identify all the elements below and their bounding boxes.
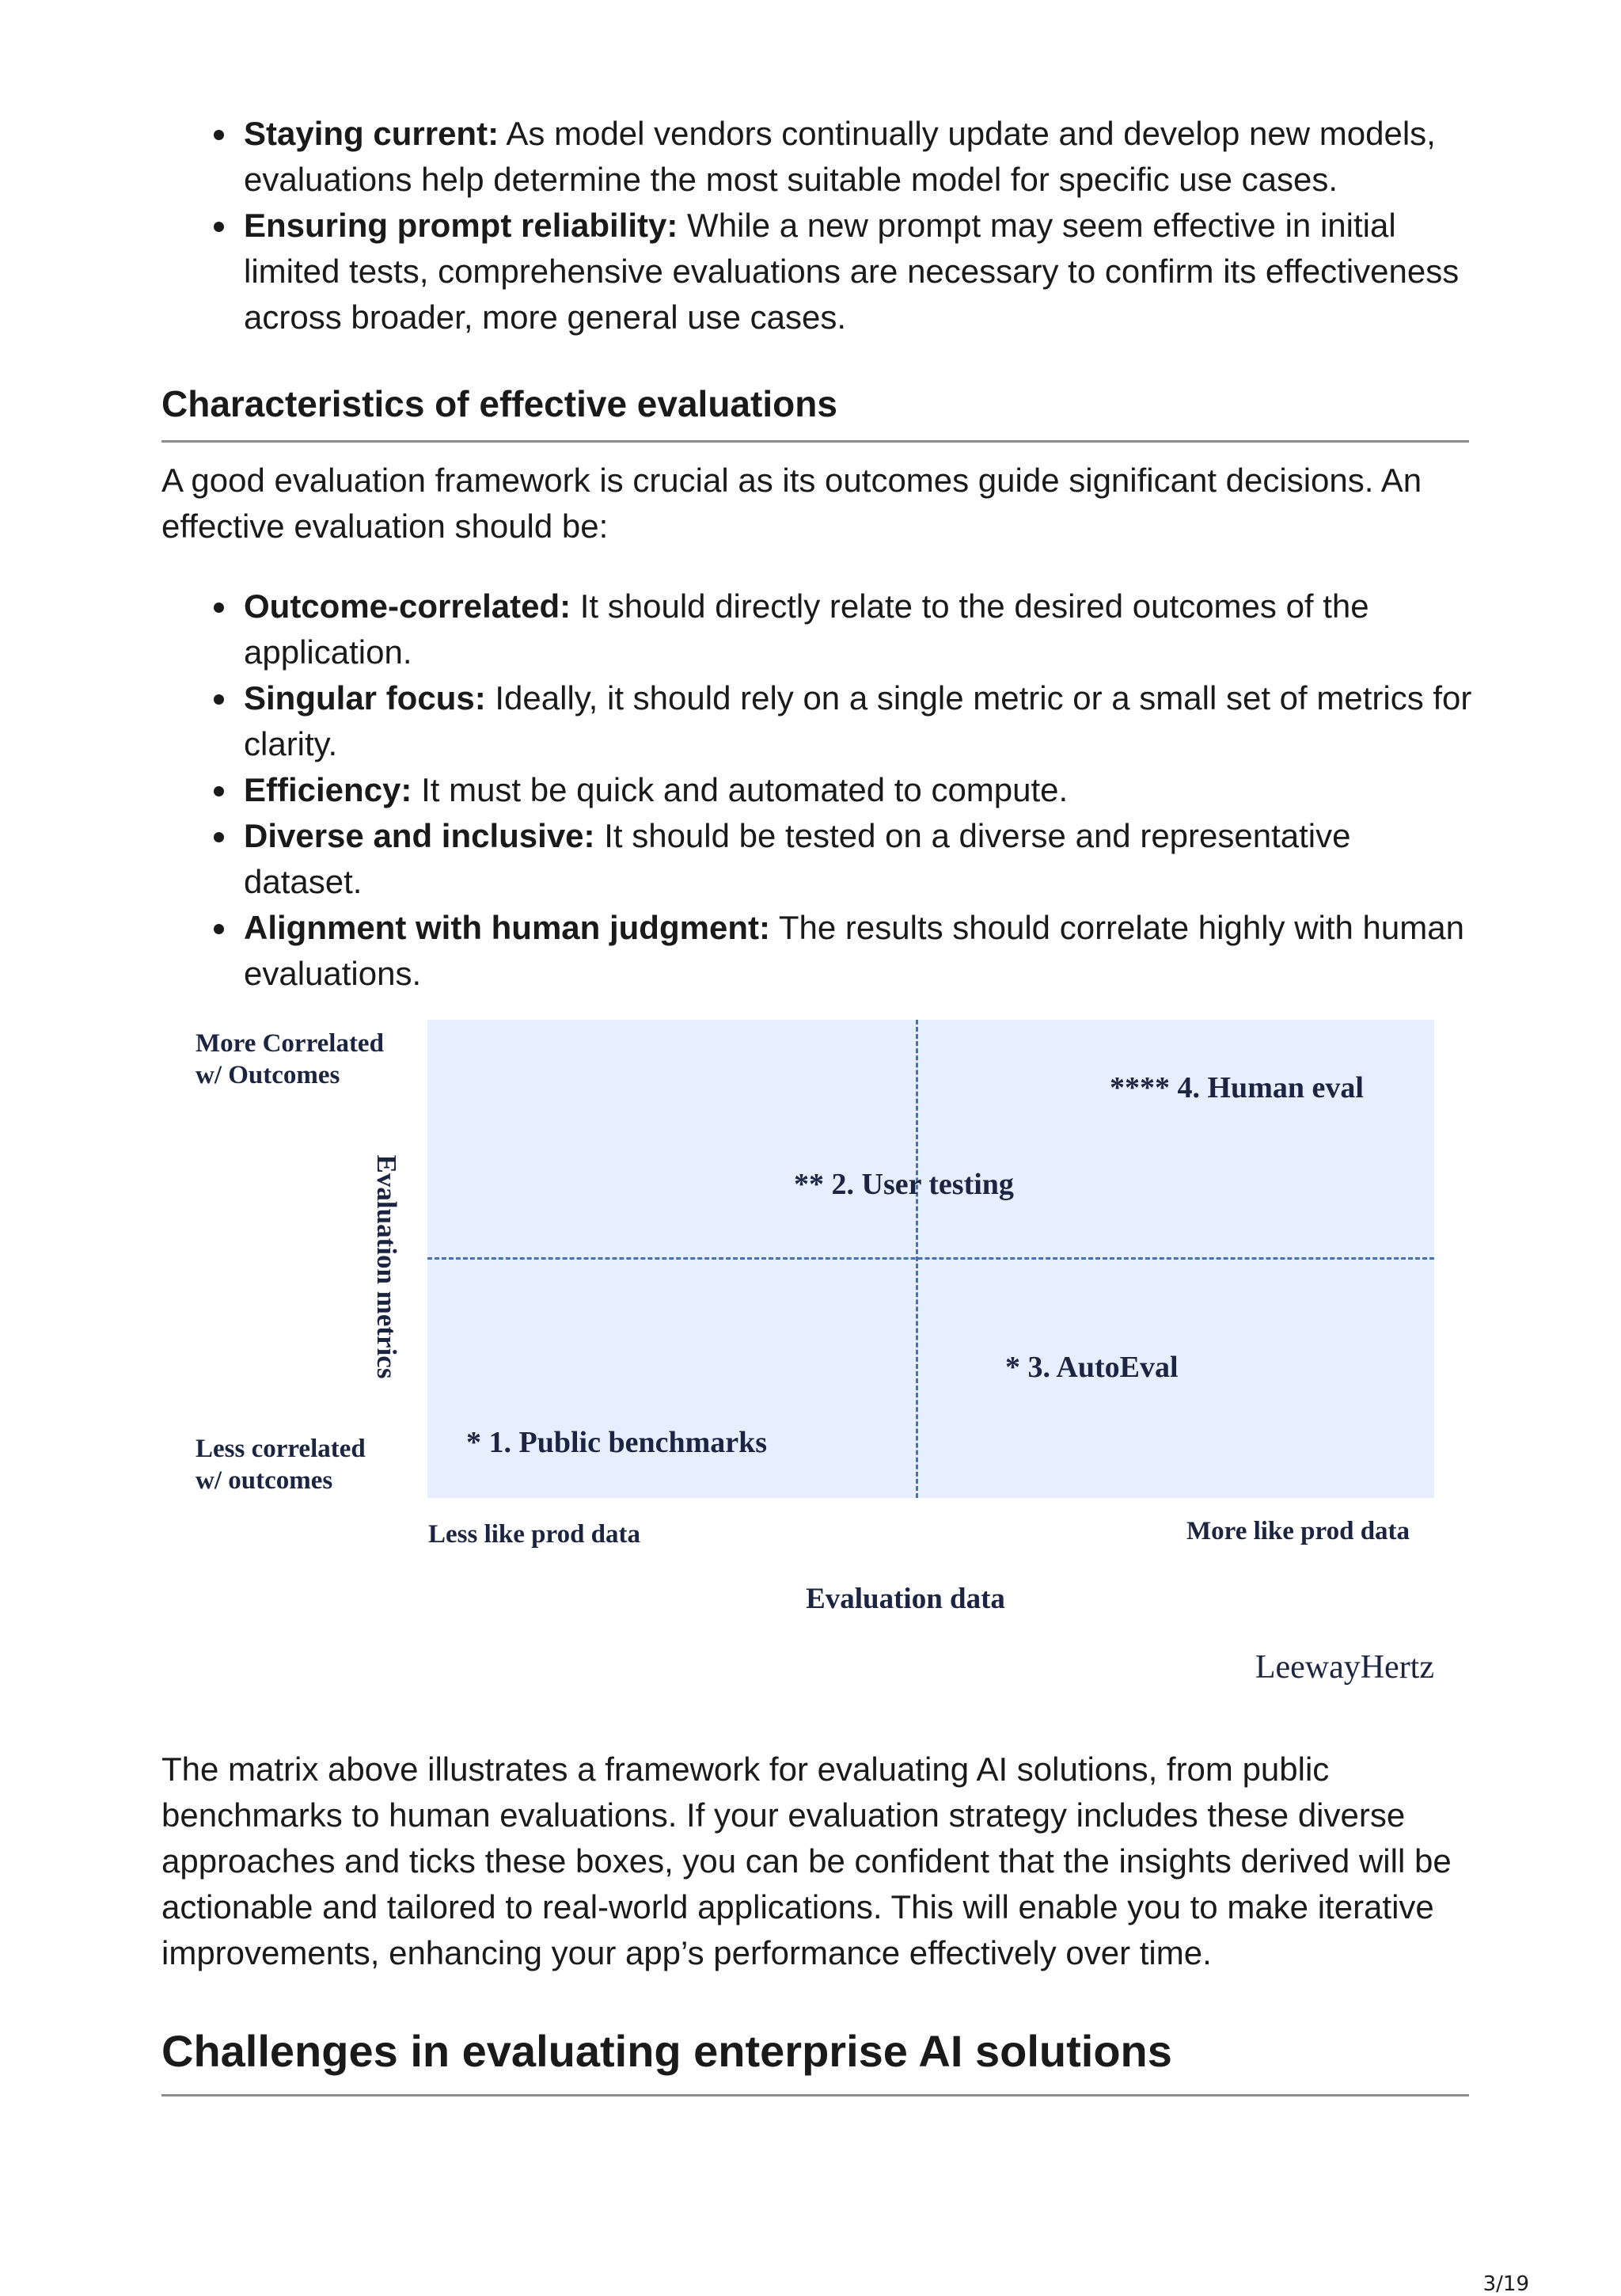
item-label: Ensuring prompt reliability: — [244, 207, 678, 244]
matrix-item-autoeval: * 3. AutoEval — [1005, 1351, 1179, 1384]
list-item — [190, 675, 1472, 767]
list-item — [190, 767, 1472, 813]
list-item — [190, 203, 1472, 340]
list-item — [190, 584, 1472, 675]
x-right-label: More like prod data — [1186, 1517, 1410, 1545]
item-text: It must be quick and automated to compute. — [412, 771, 1069, 808]
item-text: As model vendors continually update and develop new models, evaluations help determine the most suitable model for specific use cases. — [244, 115, 1436, 198]
list-item — [190, 111, 1472, 203]
item-text: While a new prompt may seem effective in initial limited tests, comprehensive evaluations are necessary to confirm its effectiveness across broader, more general use cases. — [244, 207, 1460, 336]
x-left-label: Less like prod data — [428, 1520, 641, 1549]
item-label: Efficiency: — [244, 771, 412, 808]
reasons-list — [190, 111, 1472, 340]
item-label: Singular focus: — [244, 679, 486, 717]
matrix-paragraph: The matrix above illustrates a framework for evaluating AI solutions, from public benchmarks to human evaluations. If your evaluation strategy includes these diverse approaches and ticks these boxes, you can be confident that the insights derived will be actionable and tailored to real-world applications. This will enable you to make iterative improvements, enhancing your app’s performance effectively over time. — [161, 1751, 1452, 1971]
horizontal-divider — [427, 1257, 1434, 1260]
matrix-item-user-testing: ** 2. User testing — [794, 1168, 1014, 1201]
y-top-label: More Correlated w/ Outcomes — [196, 1029, 384, 1089]
item-text: The results should correlate highly with human evaluations. — [244, 909, 1464, 992]
page-number: 3/19 — [1482, 2272, 1529, 2296]
list-item — [190, 813, 1472, 905]
y-bottom-label: Less correlated w/ outcomes — [196, 1435, 366, 1495]
item-text: It should be tested on a diverse and representative dataset. — [244, 817, 1351, 900]
intro-paragraph: A good evaluation framework is crucial as its outcomes guide significant decisions. An effective evaluation should be: — [161, 462, 1422, 545]
matrix-item-human-eval: **** 4. Human eval — [1110, 1071, 1364, 1104]
item-label: Diverse and inclusive: — [244, 817, 595, 854]
list-item — [190, 905, 1472, 997]
matrix-item-public-benchmarks: * 1. Public benchmarks — [466, 1426, 768, 1459]
section-heading: Characteristics of effective evaluations — [161, 378, 1469, 443]
item-label: Alignment with human judgment: — [244, 909, 770, 946]
item-text: It should directly relate to the desired outcomes of the application. — [244, 587, 1369, 671]
criteria-list — [190, 584, 1472, 997]
item-label: Staying current: — [244, 115, 499, 152]
figure-credit: LeewayHertz — [1255, 1649, 1434, 1686]
x-axis-title: Evaluation data — [806, 1583, 1005, 1615]
item-text: Ideally, it should rely on a single metric or a small set of metrics for clarity. — [244, 679, 1472, 762]
next-section-heading: Challenges in evaluating enterprise AI solutions — [161, 2021, 1469, 2096]
item-label: Outcome-correlated: — [244, 587, 571, 625]
y-axis-title: Evaluation metrics — [371, 1154, 402, 1379]
